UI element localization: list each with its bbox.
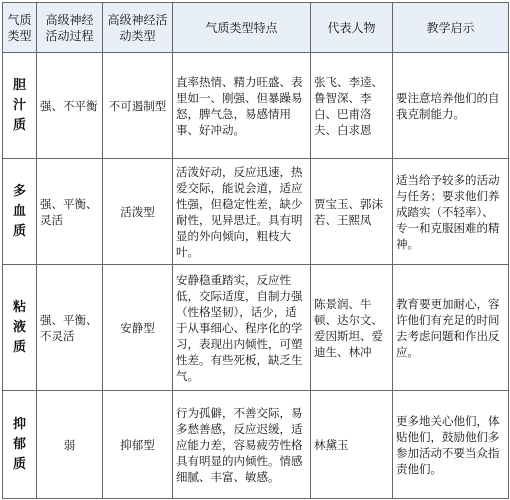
process-cell: 强、平衡、灵活: [37, 159, 103, 265]
process-cell: 强、不平衡: [37, 53, 103, 159]
traits-cell: 活泼好动，反应迅速，热爱交际，能说会道，适应性强，但稳定性差，缺少耐性，见异思迁。具有明显的外向倾向，粗枝大叶。: [173, 159, 311, 265]
header-teaching: 教学启示: [393, 3, 509, 53]
table-row: [3, 391, 509, 499]
table-row: [3, 159, 509, 265]
traits-cell: 安静稳重踏实，反应性低，交际适度，自制力强（性格坚韧），话少，适于从事细心、程序化的学习，表现出内倾性，可塑性差。有些死板，缺乏生气。: [173, 265, 311, 391]
table-row: [3, 53, 509, 159]
people-cell: 张飞、李逵、鲁智深、李白、巴甫洛夫、白求恩: [311, 53, 393, 159]
temperament-table-container: [2, 2, 508, 498]
nerve-type-cell: 活泼型: [103, 159, 173, 265]
nerve-type-cell: 不可遏制型: [103, 53, 173, 159]
type-cell: 胆汁质: [3, 53, 37, 159]
table-row: [3, 265, 509, 391]
nerve-type-cell: 安静型: [103, 265, 173, 391]
header-traits: 气质类型特点: [173, 3, 311, 53]
header-representatives: 代表人物: [311, 3, 393, 53]
header-nerve-process: 高级神经活动过程: [37, 3, 103, 53]
people-cell: 陈景润、牛顿、达尔文、爱因斯坦、爱迪生、林冲: [311, 265, 393, 391]
teaching-cell: 要注意培养他们的自我克制能力。: [393, 53, 509, 159]
table-header-row: [3, 3, 509, 53]
people-cell: 林黛玉: [311, 391, 393, 499]
traits-cell: 直率热情、精力旺盛、表里如一、刚强、但暴躁易怒，脾气急，易感情用事、好冲动。: [173, 53, 311, 159]
nerve-type-cell: 抑郁型: [103, 391, 173, 499]
header-temperament-type: 气质类型: [3, 3, 37, 53]
teaching-cell: 更多地关心他们，体贴他们，鼓励他们多参加活动不要当众指责他们。: [393, 391, 509, 499]
type-cell: 粘液质: [3, 265, 37, 391]
header-nerve-type: 高级神经活动类型: [103, 3, 173, 53]
teaching-cell: 适当给予较多的活动与任务；要求他们养成踏实（不轻率）、专一和克服困难的精神。: [393, 159, 509, 265]
teaching-cell: 教育要更加耐心，容许他们有充足的时间去考虑问题和作出反应。: [393, 265, 509, 391]
process-cell: 强、平衡、不灵活: [37, 265, 103, 391]
traits-cell: 行为孤僻，不善交际，易多愁善感，反应迟缓，适应能力差，容易疲劳性格具有明显的内倾性。情感细腻、丰富、敏感。: [173, 391, 311, 499]
temperament-table: [2, 2, 509, 499]
process-cell: 弱: [37, 391, 103, 499]
people-cell: 贾宝玉、郭沫若、王熙凤: [311, 159, 393, 265]
type-cell: 抑郁质: [3, 391, 37, 499]
type-cell: 多血质: [3, 159, 37, 265]
